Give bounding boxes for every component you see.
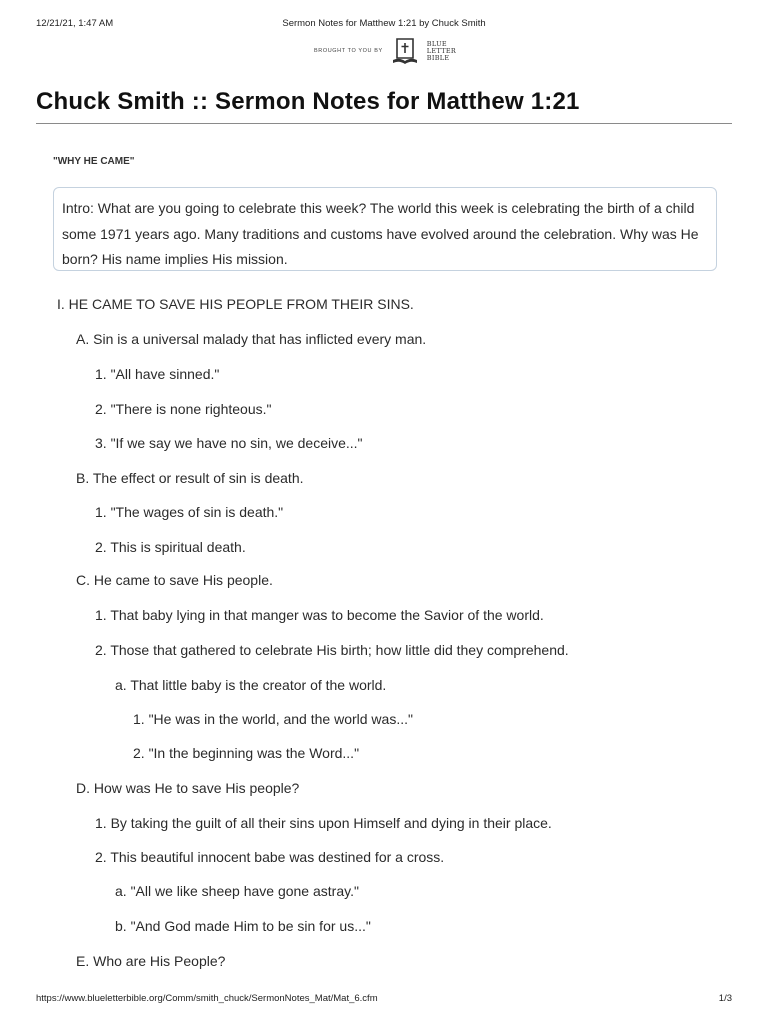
- brought-to-you-by-label: BROUGHT TO YOU BY: [314, 48, 383, 54]
- outline-point: B. The effect or result of sin is death.: [76, 470, 304, 486]
- sermon-subtitle: "WHY HE CAME": [53, 156, 135, 167]
- outline-subpoint: 3. "If we say we have no sin, we deceive...": [95, 435, 363, 451]
- outline-deep-point: 2. "In the beginning was the Word...": [133, 745, 360, 761]
- outline-subpoint: 1. By taking the guilt of all their sins upon Himself and dying in their place.: [95, 815, 552, 831]
- title-divider: [36, 123, 732, 124]
- outline-subpoint: 2. This beautiful innocent babe was destined for a cross.: [95, 849, 445, 865]
- print-datetime: 12/21/21, 1:47 AM: [36, 18, 114, 29]
- outline-subpoint: 1. "The wages of sin is death.": [95, 504, 284, 520]
- outline-point: E. Who are His People?: [76, 953, 226, 969]
- outline-heading: I. HE CAME TO SAVE HIS PEOPLE FROM THEIR SINS.: [57, 296, 414, 312]
- outline-subpoint: 2. Those that gathered to celebrate His birth; how little did they comprehend.: [95, 642, 569, 658]
- source-url[interactable]: https://www.blueletterbible.org/Comm/smith_chuck/SermonNotes_Mat/Mat_6.cfm: [36, 993, 378, 1004]
- outline-subpoint: 1. "All have sinned.": [95, 366, 220, 382]
- outline-subpoint: 1. That baby lying in that manger was to become the Savior of the world.: [95, 607, 544, 623]
- intro-box: Intro: What are you going to celebrate this week? The world this week is celebrating the birth of a child some 1971 years ago. Many traditions and customs have evolved around the celebration. Why was He born? His name implies His mission.: [53, 187, 717, 271]
- outline-subsubpoint: b. "And God made Him to be sin for us...": [115, 918, 371, 934]
- page-number: 1/3: [718, 993, 732, 1004]
- page-title: Chuck Smith :: Sermon Notes for Matthew 1:21: [36, 88, 580, 115]
- outline-subsubpoint: a. "All we like sheep have gone astray.": [115, 883, 359, 899]
- print-page-title: Sermon Notes for Matthew 1:21 by Chuck Smith: [282, 18, 486, 29]
- outline-deep-point: 1. "He was in the world, and the world was...": [133, 711, 413, 727]
- wordmark-line: BIBLE: [426, 53, 450, 62]
- brand-banner[interactable]: [314, 36, 456, 66]
- wordmark-line: BLUE: [426, 39, 447, 48]
- wordmark-line: LETTER: [426, 46, 457, 55]
- outline-point: A. Sin is a universal malady that has inflicted every man.: [76, 331, 427, 347]
- outline-point: C. He came to save His people.: [76, 572, 273, 588]
- outline-subpoint: 2. "There is none righteous.": [95, 401, 272, 417]
- book-cross-icon: [391, 36, 419, 66]
- blue-letter-bible-wordmark: [427, 41, 456, 62]
- outline-subpoint: 2. This is spiritual death.: [95, 539, 246, 555]
- outline-point: D. How was He to save His people?: [76, 780, 300, 796]
- outline-subsubpoint: a. That little baby is the creator of the world.: [115, 677, 387, 693]
